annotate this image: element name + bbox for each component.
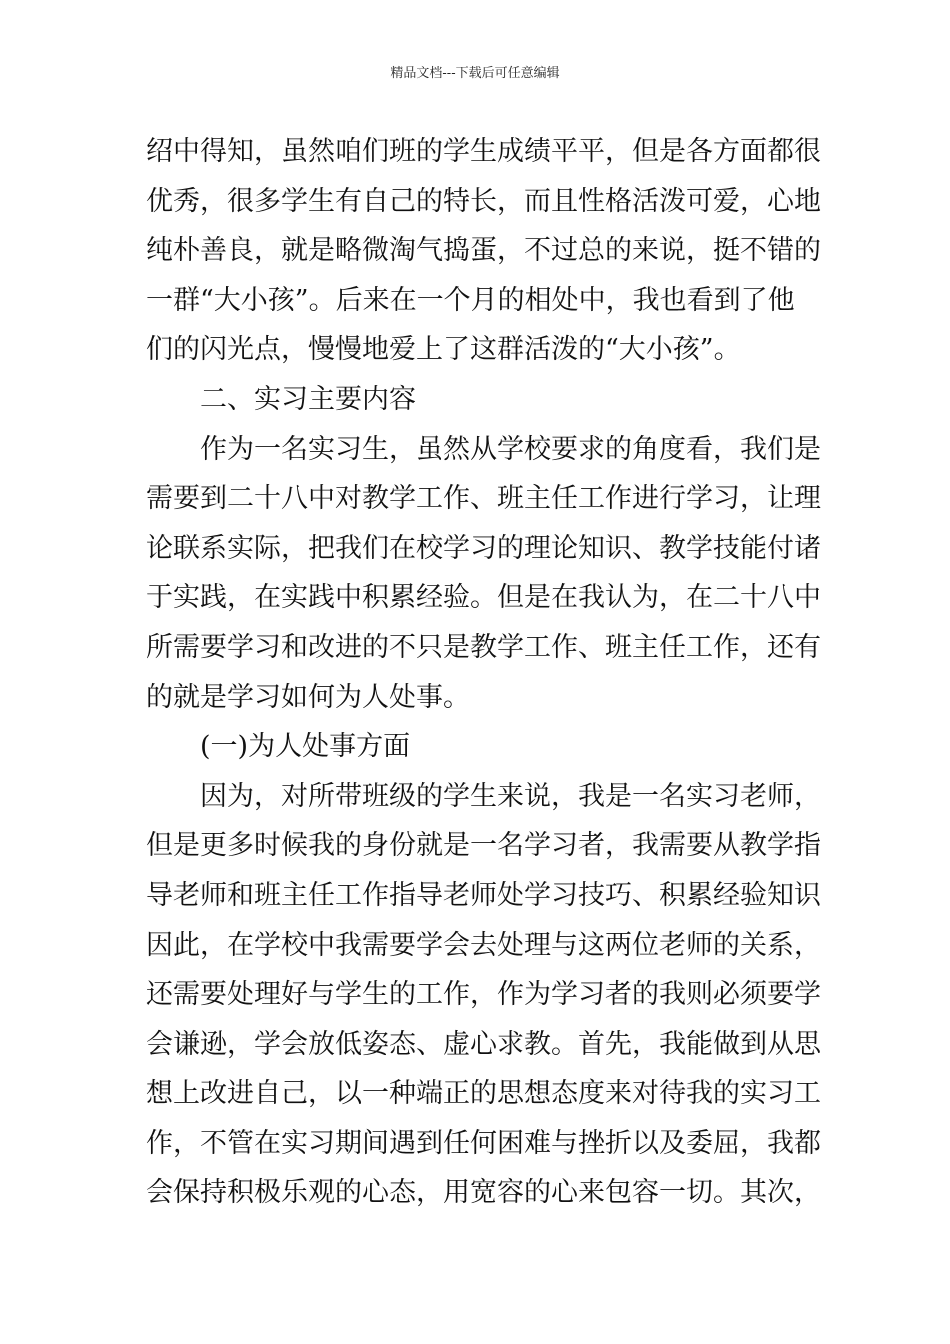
text-line: 作为一名实习生，虽然从学校要求的角度看，我们是 [200, 433, 821, 465]
text-line: 但是更多时候我的身份就是一名学习者，我需要从教学指 [146, 830, 821, 862]
text-line: 们的闪光点，慢慢地爱上了这群活泼的“大小孩”。 [146, 334, 741, 366]
section-heading: 二、实习主要内容 [200, 383, 416, 415]
text-line: 导老师和班主任工作指导老师处学习技巧、积累经验知识 [146, 879, 821, 911]
text-line: 会保持积极乐观的心态，用宽容的心来包容一切。其次， [146, 1177, 821, 1209]
text-line: 会谦逊，学会放低姿态、虚心求教。首先，我能做到从思 [146, 1028, 821, 1060]
page-header: 精品文档---下载后可任意编辑 [390, 66, 560, 81]
text-line: 所需要学习和改进的不只是教学工作、班主任工作，还有 [146, 631, 821, 663]
text-line: 的就是学习如何为人处事。 [146, 681, 470, 713]
text-line: 纯朴善良，就是略微淘气捣蛋，不过总的来说，挺不错的 [146, 235, 821, 267]
text-line: 于实践，在实践中积累经验。但是在我认为，在二十八中 [146, 582, 821, 614]
text-line: 因为，对所带班级的学生来说，我是一名实习老师， [200, 780, 821, 812]
text-line: 论联系实际，把我们在校学习的理论知识、教学技能付诸 [146, 532, 821, 564]
text-line: 优秀，很多学生有自己的特长，而且性格活泼可爱，心地 [146, 185, 821, 217]
text-line: 还需要处理好与学生的工作，作为学习者的我则必须要学 [146, 979, 821, 1011]
text-line: 需要到二十八中对教学工作、班主任工作进行学习，让理 [146, 483, 821, 515]
text-line: 一群“大小孩”。后来在一个月的相处中，我也看到了他 [146, 284, 795, 316]
subsection-heading: (一)为人处事方面 [200, 731, 411, 763]
text-line: 作，不管在实习期间遇到任何困难与挫折以及委屈，我都 [146, 1127, 821, 1159]
text-line: 想上改进自己，以一种端正的思想态度来对待我的实习工 [146, 1078, 821, 1110]
document-body [146, 127, 821, 1218]
text-line: 因此，在学校中我需要学会去处理与这两位老师的关系， [146, 929, 821, 961]
text-line: 绍中得知，虽然咱们班的学生成绩平平，但是各方面都很 [146, 136, 821, 167]
